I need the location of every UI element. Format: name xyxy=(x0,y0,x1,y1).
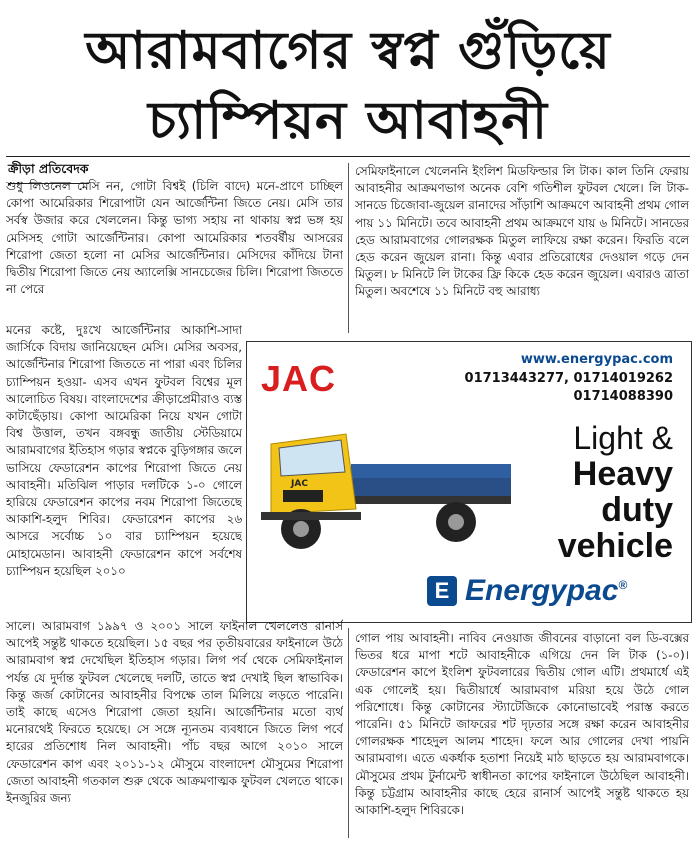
ad-phone-1: 01713443277, 01714019262 xyxy=(464,371,673,386)
truck-grille xyxy=(283,490,323,502)
article-paragraph: মনের কষ্টে, দুঃখে আর্জেন্টিনার আকাশি-সাদা জার্সিকে বিদায় জানিয়েছেন মেসি। মেসির অবসর, আর্জেন্টিনার শিরোপা জিততে না পারা এবং চিলির চ্যাম্পিয়ন হওয়া- এসব এখন ফুটবল বিশ্বের মূল আলোচিত বিষয়। বাংলাদেশের ক্রীড়াপ্রেমীরাও ব্যস্ত কাটাছেঁড়ায়। কোপা আমেরিকা নিয়ে যখন গোটা বিশ্ব উত্তাল, তখন বঙ্গবন্ধু জাতীয় স্টেডিয়ামে আরামবাগের ইতিহাস গড়ার স্বপ্নকে বুড়িগঙ্গার জলে ভাসিয়ে ফেডারেশন কাপের শিরোপা জিতে নেয় আবাহনী। মতিঝিল পাড়ার দলটিকে ১-০ গোলে হারিয়ে ফেডারেশন কাপের নবম শিরোপা জিতেছে আকাশি-হলুদ শিবির। ফেডারেশন কাপের ২৬ আসরে সর্বোচ্চ ১০ বার চ্যাম্পিয়ন হয়েছে মোহামেডান। আবাহনী ফেডারেশন কাপে সর্বশেষ চ্যাম্পিয়ন হয়েছিল ২০১০ xyxy=(6,323,242,578)
truck-bumper xyxy=(261,512,361,520)
column-divider xyxy=(348,628,349,838)
article-column-1-top xyxy=(6,178,343,318)
truck-bed-side xyxy=(351,478,511,496)
article-paragraph: গোল পায় আবাহনী। নাবিব নেওয়াজ জীবনের বাড়ানো বল ডি-বক্সের ভিতর ধরে মাপা শটে আবাহনীকে এগিয়ে দেন লি টাক (১-০)। ফেডারেশন কাপে ইংলিশ ফুটবলারের দ্বিতীয় গোল এটি। প্রথমার্ধে এই এক গোলেই হয়। দ্বিতীয়ার্ধে আরামবাগ মরিয়া হয়ে উঠে গোল পরিশোধে। কিন্তু কোটানের স্ট্যাটেজিকে কোনোভাবেই পরাস্ত করতে পারেনি। ৫১ মিনিটে জাফরের শট দৃঢ়তার সঙ্গে রক্ষা করেন আবাহনীর গোলরক্ষক শাহেদুল আলম শাহেদ। ফলে আর গোলের দেখা পায়নি আরামবাগ। এতে একর্ধাক হতাশা নিয়েই মাঠ ছাড়তে হয় আরামবাগকে।মৌসুমের প্রথম টুর্নামেন্ট স্বাধীনতা কাপের ফাইনালে উঠেছিল আবাহনী। কিন্তু চট্টগ্রাম আবাহনীর কাছে হেরে রানার্স আপেই সন্তুষ্ট থাকতে হয় আকাশি-হলুদ শিবিরকে। xyxy=(355,631,689,818)
headline-line-2: চ্যাম্পিয়ন আবাহনী xyxy=(147,90,549,151)
truck-image xyxy=(251,404,521,574)
slogan-line-2: Heavy xyxy=(572,455,673,493)
energypac-wordmark xyxy=(465,574,627,608)
slogan-line-1: Light & xyxy=(573,420,673,456)
slogan-line-4: vehicle xyxy=(557,527,673,565)
column-divider xyxy=(348,163,349,333)
article-paragraph: সালে। আরামবাগ ১৯৯৭ ও ২০০১ সালে ফাইনাল খেললেও রানার্স আপেই সন্তুষ্ট থাকতে হয়েছিল। ১৫ বছর পর তৃতীয়বারের ফাইনালে উঠে আরামবাগ স্বপ্ন দেখেছিল ইতিহাস গড়ার। লিগ পর্ব থেকে সেমিফাইনাল পর্যন্ত যে দুর্দান্ত ফুটবল খেলেছে দলটি, তাতে স্বপ্ন দেখাই ছিল স্বাভাবিক। কিন্তু জর্জ কোটানের আবাহনীর বিপক্ষে তাল মিলিয়ে লড়তে পারেনি। তাই কাছে এসেও শিরোপা জেতা হয়নি। আর্জেন্টিনার মতো ব্যর্থ মনোরথেই ফিরতে হয়েছে। সে সঙ্গে ন্যূনতম ব্যবধানে জিতে লিগ পর্বে হারের প্রতিশোধ নিল আবাহনী। পাঁচ বছর আগে ২০১০ সালে ফেডারেশন কাপ এবং ২০১১-১২ মৌসুমে বাংলাদেশ মৌসুমের শিরোপা জেতা আবাহনী গতকাল শুরু থেকে আক্রমণাত্মক ফুটবল খেলতে থাকে। ইনজুরির জন্য xyxy=(6,619,343,806)
headline-divider xyxy=(6,156,690,157)
ad-slogan xyxy=(558,420,673,564)
article-paragraph: সেমিফাইনালে খেলেননি ইংলিশ মিডফিল্ডার লি টাক। কাল তিনি ফেরায় আবাহনীর আক্রমণভাগ অনেক বেশি গতিশীল ফুটবল খেলে। লি টাক- সানডে চিজোবা-জুয়েল রানাদের সাঁড়াশি আক্রমণে আবাহনী প্রথম গোল পায় ১১ মিনিটে। তবে আবাহনী প্রথম আক্রমণে যায় ৬ মিনিটে। সানডের হেড আরামবাগের গোলরক্ষক মিতুল লাফিয়ে রক্ষা করেন। ফিরতি বলে হেড করেন জুয়েল রানা। কিন্তু এবার প্রতিরোধের দেওয়াল গড়ে দেন মিতুল। ৮ মিনিটে লি টাকের ফ্রি কিকে হেড করেন জুয়েল। এবারও ত্রাতা মিতুল। অবশেষে ১১ মিনিটে বহু আরাধ্য xyxy=(355,164,689,299)
ad-phone-2: 01714088390 xyxy=(573,389,673,404)
slogan-line-3: duty xyxy=(601,491,673,529)
registered-symbol: ® xyxy=(618,578,628,592)
truck-badge: JAC xyxy=(291,479,308,489)
ad-website[interactable]: www.energypac.com xyxy=(520,352,673,367)
company-name: Energypac xyxy=(465,574,619,607)
truck-bed xyxy=(351,464,511,478)
jac-logo: JAC xyxy=(261,358,337,399)
article-column-2-top xyxy=(355,163,689,341)
article-bottom-left xyxy=(6,618,343,840)
article-paragraph: শুধু লিওনেল মেসি নন, গোটা বিশ্বই (চিলি বাদে) মনে-প্রাণে চাচ্ছিল কোপা আমেরিকার শিরোপাটা যেন আর্জেন্টিনা জিতে নেয়। মেসি তার সর্বস্ব উজার করে খেললেন। কিন্তু ভাগ্য সহায় না থাকায় স্বপ্ন ভঙ্গ হয় মেসিসহ গোটা আর্জেন্টিনার। কোপা আমেরিকার শতবর্ষীয় আসরের শিরোপা জেতা হলো না মেসির আর্জেন্টিনার। মেসিদের কাঁদিয়ে টানা দ্বিতীয় শিরোপা জিতে নেয় অ্যালেক্সি সানচেজের চিলি। শিরোপা জিততে না পেরে xyxy=(6,179,343,297)
article-column-1-lower xyxy=(6,322,242,618)
energypac-brand xyxy=(427,574,677,608)
headline-line-1: আরামবাগের স্বপ্ন গুঁড়িয়ে xyxy=(85,20,611,81)
article-bottom-right xyxy=(355,630,689,840)
byline: ক্রীড়া প্রতিবেদক xyxy=(8,161,89,184)
energypac-logo-icon: E xyxy=(427,576,457,606)
truck-chassis xyxy=(351,496,511,504)
advertisement[interactable] xyxy=(246,341,692,623)
